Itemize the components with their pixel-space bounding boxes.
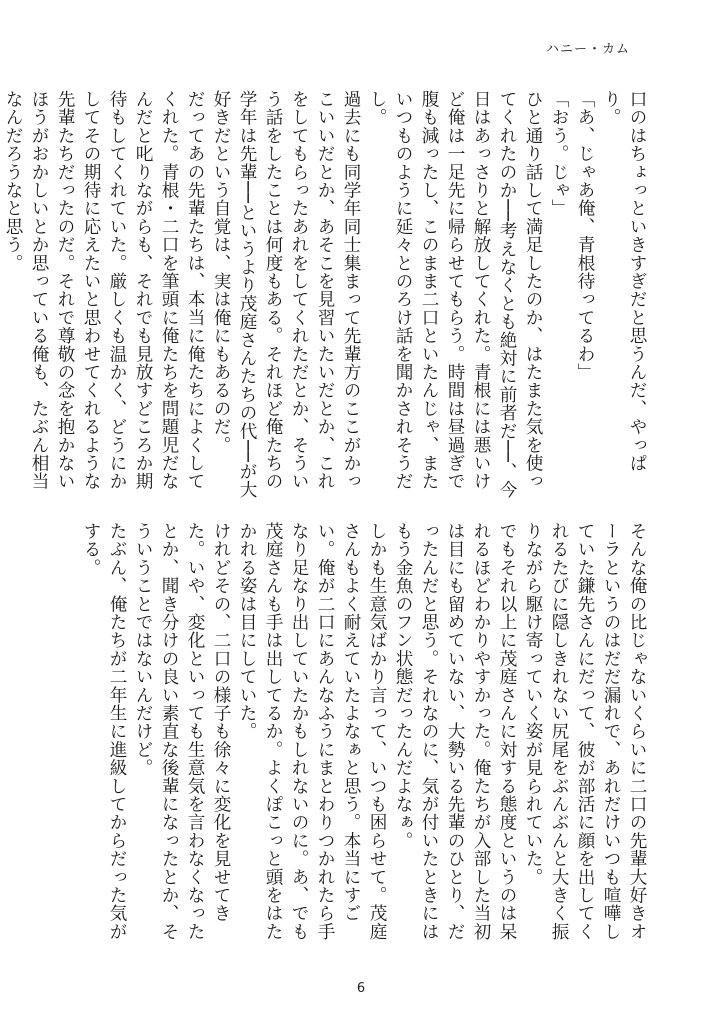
upper-text-block: [3, 90, 650, 508]
paragraph: たぶん、俺たちが二年生に進級してからだった気がする。: [81, 522, 127, 941]
paragraph: 「あ、じゃあ俺、青根待ってるわ」: [575, 90, 595, 382]
paragraph: そんな俺の比じゃないくらいに二口の先輩大好きオーラというのはだだ漏れで、あれだけいつも喧嘩していた鎌先さんにだって、彼が部活に顔を出してくれるたびに隠しきれない尻尾をぶんぶんと大きく振りながら駆け寄っていく姿が見られていた。: [523, 522, 647, 941]
lower-text-block: [81, 522, 650, 954]
paragraph: だってあの先輩たちは、本当に俺たちによくしてくれた。青根・二口を筆頭に俺たちを問題児だなんだと叱りながらも、それでも見放すどころか期待もしてくれていた。厳しくも温かく、どうにかしてその期待に応えたいと思わせてくれるような先輩たちだったのだ。それで尊敬の念を抱かないほうがおかしいとか思っている俺も、たぶん相当なんだろうなと思う。: [3, 90, 205, 491]
paragraph: しかも生意気ばかり言って、いつも困らせて。茂庭さんもよく耐えていたよなぁと思う。本当にすごい。俺が二口にあんなふうにまとわりつかれたら手なり足なり出していたかもしれないのに。あ、でも茂庭さんも手は出してるか。よくぽこっと頭をはたかれる姿は目にしていた。: [237, 522, 387, 941]
paragraph: でもそれ以上に茂庭さんに対する態度というのは呆れるほどわかりやすかった。俺たちが入部した当初は目にも留めていない、大勢いる先輩のひとり、だったんだと思う。それなのに、気が付いたときにはもう金魚のフン状態だったんだよなぁ。: [393, 522, 517, 941]
paragraph: 口のはちょっといきすぎだと思うんだ、やっぱり。: [601, 90, 647, 473]
paragraph: ひと通り話して満足したのか、はたまた気を使ってくれたのか──考えなくとも絶対に前者だ──、今日はあっさりと解放してくれた。青根には悪いけど俺は一足先に帰らせてもらう。時間は昼過ぎで腹も減ったし、このまま二口といたんじゃ、またいつものように延々とのろけ話を聞かされそうだし。: [367, 90, 543, 499]
paragraph: 「おう。じゃ」: [549, 90, 569, 218]
page-number: 6: [356, 981, 366, 996]
paragraph: 過去にも同学年同士集まって先輩方のここがかっこいいだとか、あそこを見習いたいだとか、これをしてもらったあれをしてくれただとか、そういう話をしたことは何度もある。それほど俺たちの学年は先輩──というより茂庭さんたちの代──が大好きだという自覚は、実は俺にもあるのだ。: [211, 90, 361, 499]
paragraph: けれどその、二口の様子も徐々に変化を見せてきた。いや、変化といっても生意気を言わなくなったとか、聞き分けの良い素直な後輩になったとか、そういうことではないんだけど。: [133, 522, 231, 941]
running-header: ハニー・カム: [545, 42, 630, 57]
